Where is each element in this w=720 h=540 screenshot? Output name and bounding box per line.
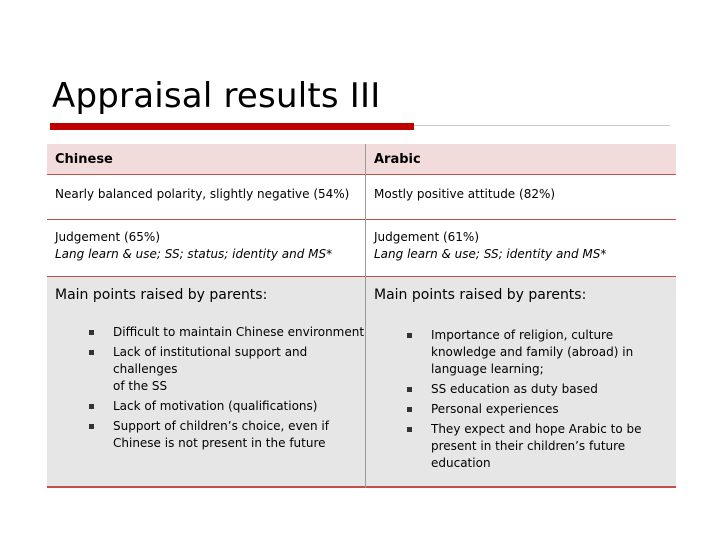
- arabic-main-points-heading: Main points raised by parents:: [374, 287, 587, 303]
- list-item: Personal experiences: [431, 401, 647, 418]
- title-accent-bar: [50, 123, 414, 130]
- arabic-judgement-detail: Lang learn & use; SS; identity and MS*: [374, 247, 607, 261]
- list-item: Lack of motivation (qualifications): [113, 398, 365, 415]
- table-row: [47, 277, 676, 488]
- arabic-judgement: Judgement (61%): [374, 230, 479, 244]
- table-row: [47, 220, 676, 277]
- bullet-icon: [407, 333, 412, 338]
- arabic-polarity: Mostly positive attitude (82%): [374, 187, 556, 201]
- bullet-icon: [407, 387, 412, 392]
- table-header-row: [47, 144, 676, 175]
- bullet-icon: [89, 350, 94, 355]
- arabic-points-list: [431, 327, 647, 475]
- chinese-polarity: Nearly balanced polarity, slightly negative (54%): [55, 187, 350, 201]
- chinese-points-list: [113, 324, 365, 455]
- column-divider: [365, 144, 366, 488]
- bullet-icon: [407, 407, 412, 412]
- list-item: SS education as duty based: [431, 381, 647, 398]
- header-chinese: Chinese: [55, 152, 113, 167]
- table-row: [47, 175, 676, 220]
- chinese-main-points-heading: Main points raised by parents:: [55, 287, 268, 303]
- slide-title: Appraisal results III: [52, 76, 381, 116]
- list-item: Support of children’s choice, even if Chinese is not present in the future: [113, 418, 365, 452]
- header-arabic: Arabic: [374, 152, 421, 167]
- chinese-judgement-detail: Lang learn & use; SS; status; identity and MS*: [55, 247, 333, 261]
- bullet-icon: [407, 427, 412, 432]
- list-item: Lack of institutional support and challenges of the SS: [113, 344, 365, 395]
- bullet-icon: [89, 330, 94, 335]
- list-item: They expect and hope Arabic to be present in their children’s future education: [431, 421, 647, 472]
- comparison-table: [47, 144, 676, 488]
- list-item: Difficult to maintain Chinese environment: [113, 324, 365, 341]
- bullet-icon: [89, 424, 94, 429]
- chinese-judgement: Judgement (65%): [55, 230, 160, 244]
- bullet-icon: [89, 404, 94, 409]
- list-item: Importance of religion, culture knowledge and family (abroad) in language learning;: [431, 327, 647, 378]
